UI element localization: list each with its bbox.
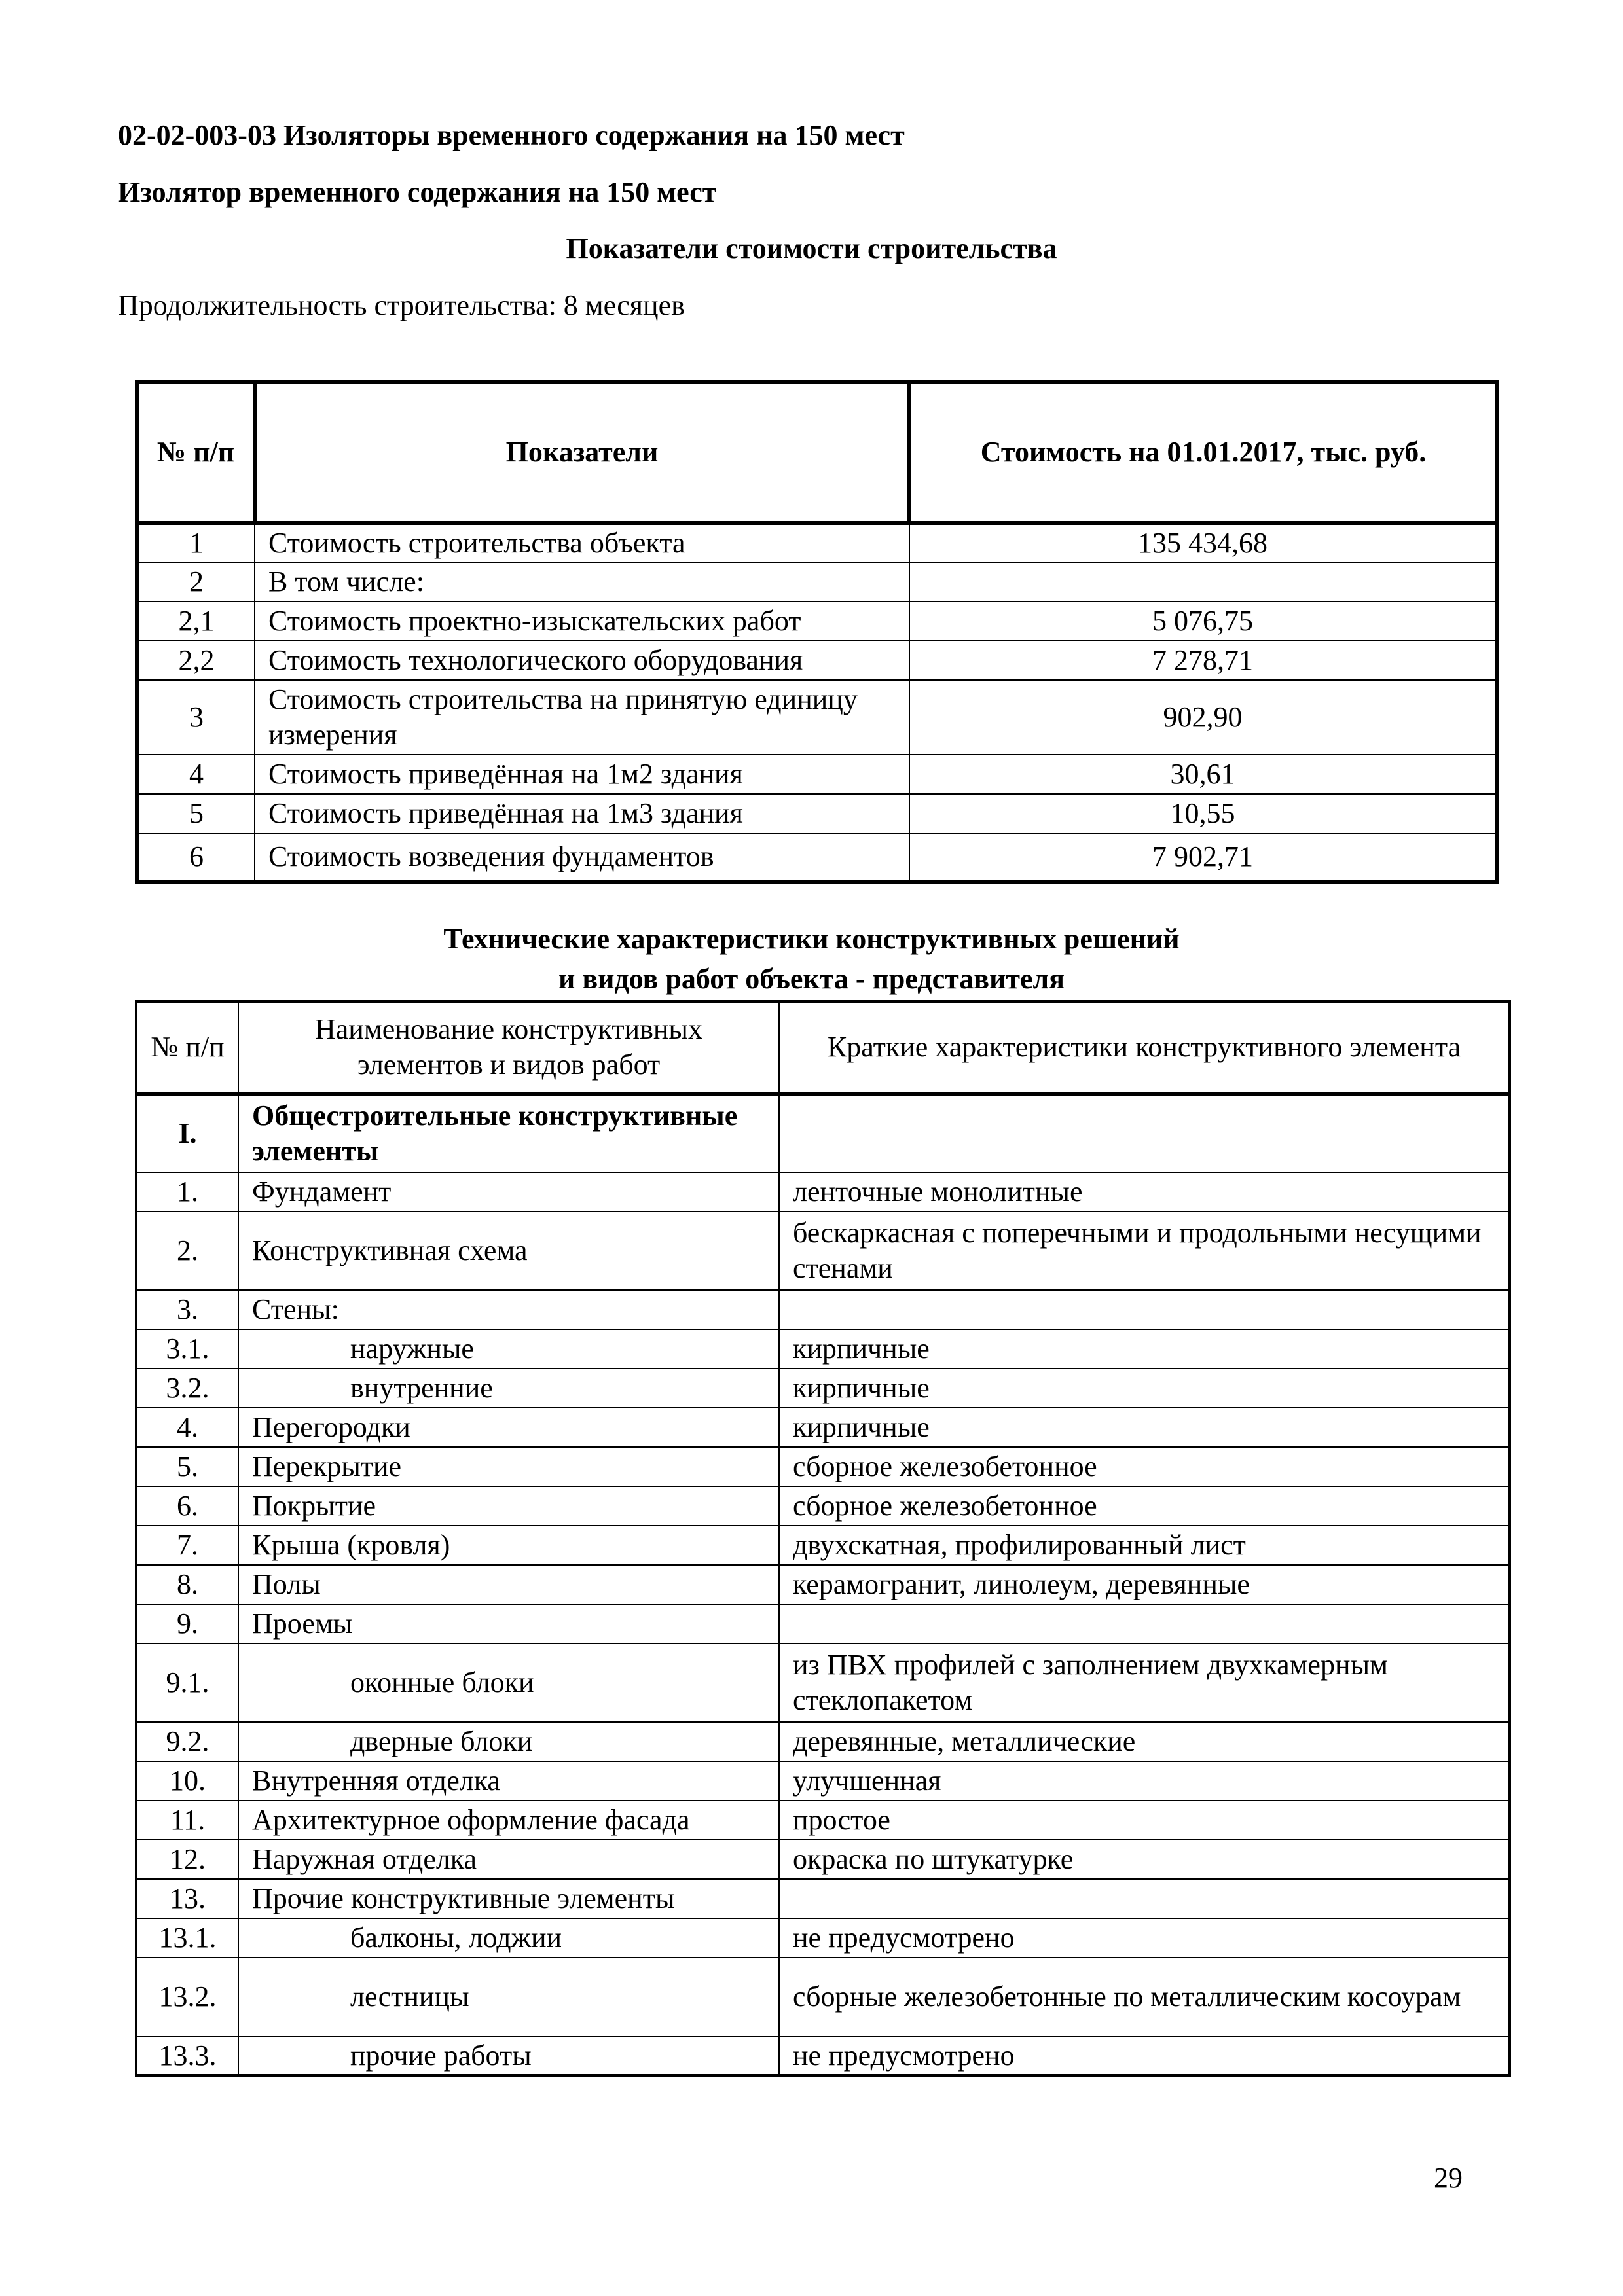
tech-row-name: Проемы bbox=[238, 1604, 779, 1643]
tech-row-name: прочие работы bbox=[238, 2036, 779, 2075]
cost-row-label: Стоимость строительства объекта bbox=[255, 523, 909, 562]
cost-row-num: 2,2 bbox=[137, 641, 255, 680]
tech-row-num: 11. bbox=[136, 1801, 238, 1840]
tech-row-desc: сборное железобетонное bbox=[779, 1486, 1510, 1526]
page-number: 29 bbox=[1434, 2162, 1463, 2194]
tech-row-name: Покрытие bbox=[238, 1486, 779, 1526]
tech-row bbox=[136, 1369, 1510, 1408]
cost-row-num: 3 bbox=[137, 680, 255, 755]
tech-row-desc: двухскатная, профилированный лист bbox=[779, 1526, 1510, 1565]
tech-row bbox=[136, 1604, 1510, 1643]
cost-row-value: 30,61 bbox=[909, 755, 1497, 794]
cost-row-num: 4 bbox=[137, 755, 255, 794]
tech-row bbox=[136, 1172, 1510, 1211]
tech-row-desc: ленточные монолитные bbox=[779, 1172, 1510, 1211]
cost-row bbox=[137, 794, 1497, 833]
tech-row-name: лестницы bbox=[238, 1958, 779, 2036]
tech-row-name: Общестроительные конструктивные элементы bbox=[238, 1094, 779, 1172]
tech-row-desc: не предусмотрено bbox=[779, 1918, 1510, 1958]
tech-row-desc bbox=[779, 1604, 1510, 1643]
tech-row-num: 4. bbox=[136, 1408, 238, 1447]
tech-row-name: внутренние bbox=[238, 1369, 779, 1408]
cost-header-num: № п/п bbox=[137, 382, 255, 523]
tech-row-desc: деревянные, металлические bbox=[779, 1722, 1510, 1761]
cost-row bbox=[137, 755, 1497, 794]
cost-row-label: Стоимость строительства на принятую единицу измерения bbox=[255, 680, 909, 755]
tech-row-name: Наружная отделка bbox=[238, 1840, 779, 1879]
cost-row bbox=[137, 833, 1497, 882]
tech-row-num: 3. bbox=[136, 1290, 238, 1329]
tech-row-desc: не предусмотрено bbox=[779, 2036, 1510, 2075]
tech-row-desc bbox=[779, 1094, 1510, 1172]
tech-row-desc bbox=[779, 1879, 1510, 1918]
tech-row-num: 10. bbox=[136, 1761, 238, 1801]
tech-row bbox=[136, 1094, 1510, 1172]
cost-row-value: 10,55 bbox=[909, 794, 1497, 833]
tech-row bbox=[136, 1329, 1510, 1369]
cost-row-label: Стоимость технологического оборудования bbox=[255, 641, 909, 680]
tech-row-num: 13.3. bbox=[136, 2036, 238, 2075]
tech-row-desc: окраска по штукатурке bbox=[779, 1840, 1510, 1879]
document-title: 02-02-003-03 Изоляторы временного содержания на 150 мест bbox=[118, 119, 905, 151]
tech-row-desc: керамогранит, линолеум, деревянные bbox=[779, 1565, 1510, 1604]
cost-table-header-row bbox=[137, 382, 1497, 523]
tech-row-desc: из ПВХ профилей с заполнением двухкамерным стеклопакетом bbox=[779, 1643, 1510, 1722]
cost-row-value: 7 902,71 bbox=[909, 833, 1497, 882]
tech-row-num: 8. bbox=[136, 1565, 238, 1604]
tech-row bbox=[136, 2036, 1510, 2075]
cost-row bbox=[137, 641, 1497, 680]
cost-row bbox=[137, 680, 1497, 755]
tech-row-num: 6. bbox=[136, 1486, 238, 1526]
tech-row-num: 13.2. bbox=[136, 1958, 238, 2036]
tech-row-num: 1. bbox=[136, 1172, 238, 1211]
tech-row-desc: бескаркасная с поперечными и продольными несущими стенами bbox=[779, 1211, 1510, 1290]
technical-characteristics-table bbox=[135, 1000, 1511, 2077]
cost-row-value: 7 278,71 bbox=[909, 641, 1497, 680]
tech-row-num: 13.1. bbox=[136, 1918, 238, 1958]
cost-row-label: Стоимость приведённая на 1м3 здания bbox=[255, 794, 909, 833]
construction-duration: Продолжительность строительства: 8 месяцев bbox=[118, 289, 685, 321]
tech-row-name: наружные bbox=[238, 1329, 779, 1369]
tech-row-num: 2. bbox=[136, 1211, 238, 1290]
cost-row-num: 2,1 bbox=[137, 601, 255, 641]
tech-row bbox=[136, 1447, 1510, 1486]
tech-row bbox=[136, 1958, 1510, 2036]
tech-row bbox=[136, 1840, 1510, 1879]
cost-row-label: Стоимость проектно-изыскательских работ bbox=[255, 601, 909, 641]
tech-row bbox=[136, 1801, 1510, 1840]
tech-row bbox=[136, 1565, 1510, 1604]
tech-row bbox=[136, 1408, 1510, 1447]
tech-row bbox=[136, 1526, 1510, 1565]
tech-row-name: дверные блоки bbox=[238, 1722, 779, 1761]
cost-row bbox=[137, 523, 1497, 562]
document-subtitle: Изолятор временного содержания на 150 мест bbox=[118, 176, 717, 208]
tech-row-num: 5. bbox=[136, 1447, 238, 1486]
cost-row-label: В том числе: bbox=[255, 562, 909, 601]
tech-row bbox=[136, 1918, 1510, 1958]
tech-row-name: Крыша (кровля) bbox=[238, 1526, 779, 1565]
tech-row bbox=[136, 1486, 1510, 1526]
tech-row bbox=[136, 1643, 1510, 1722]
cost-row-value: 5 076,75 bbox=[909, 601, 1497, 641]
tech-row bbox=[136, 1211, 1510, 1290]
tech-row-desc bbox=[779, 1290, 1510, 1329]
tech-row-num: 9. bbox=[136, 1604, 238, 1643]
tech-row-name: Архитектурное оформление фасада bbox=[238, 1801, 779, 1840]
cost-indicators-table bbox=[135, 380, 1499, 884]
tech-row-desc: кирпичные bbox=[779, 1408, 1510, 1447]
tech-row-num: 13. bbox=[136, 1879, 238, 1918]
tech-row-desc: простое bbox=[779, 1801, 1510, 1840]
tech-row-num: 9.1. bbox=[136, 1643, 238, 1722]
tech-row-num: 9.2. bbox=[136, 1722, 238, 1761]
cost-row bbox=[137, 562, 1497, 601]
tech-row-num: 3.1. bbox=[136, 1329, 238, 1369]
tech-row-name: Стены: bbox=[238, 1290, 779, 1329]
tech-row-desc: сборные железобетонные по металлическим косоурам bbox=[779, 1958, 1510, 2036]
tech-row-name: Прочие конструктивные элементы bbox=[238, 1879, 779, 1918]
tech-row-name: Перекрытие bbox=[238, 1447, 779, 1486]
cost-row-value bbox=[909, 562, 1497, 601]
cost-row-num: 1 bbox=[137, 523, 255, 562]
tech-row bbox=[136, 1879, 1510, 1918]
cost-row-label: Стоимость приведённая на 1м2 здания bbox=[255, 755, 909, 794]
cost-row-num: 6 bbox=[137, 833, 255, 882]
tech-row-num: 7. bbox=[136, 1526, 238, 1565]
tech-row-num: I. bbox=[136, 1094, 238, 1172]
tech-section-title-line2: и видов работ объекта - представителя bbox=[558, 963, 1065, 995]
tech-row-desc: кирпичные bbox=[779, 1329, 1510, 1369]
tech-row-name: Конструктивная схема bbox=[238, 1211, 779, 1290]
cost-row-num: 5 bbox=[137, 794, 255, 833]
tech-row-desc: кирпичные bbox=[779, 1369, 1510, 1408]
cost-row-value: 902,90 bbox=[909, 680, 1497, 755]
tech-row-name: Перегородки bbox=[238, 1408, 779, 1447]
tech-row bbox=[136, 1290, 1510, 1329]
tech-section-title-line1: Технические характеристики конструктивных решений bbox=[443, 923, 1180, 955]
cost-row-num: 2 bbox=[137, 562, 255, 601]
tech-row-num: 3.2. bbox=[136, 1369, 238, 1408]
cost-row-label: Стоимость возведения фундаментов bbox=[255, 833, 909, 882]
tech-header-num: № п/п bbox=[136, 1001, 238, 1094]
tech-row-name: Полы bbox=[238, 1565, 779, 1604]
cost-row bbox=[137, 601, 1497, 641]
cost-header-value: Стоимость на 01.01.2017, тыс. руб. bbox=[909, 382, 1497, 523]
section-title-cost: Показатели стоимости строительства bbox=[566, 232, 1057, 264]
tech-table-header-row bbox=[136, 1001, 1510, 1094]
tech-row-name: Внутренняя отделка bbox=[238, 1761, 779, 1801]
tech-row bbox=[136, 1761, 1510, 1801]
tech-header-desc: Краткие характеристики конструктивного элемента bbox=[779, 1001, 1510, 1094]
tech-row-name: Фундамент bbox=[238, 1172, 779, 1211]
tech-row-name: балконы, лоджии bbox=[238, 1918, 779, 1958]
tech-header-name: Наименование конструктивных элементов и видов работ bbox=[238, 1001, 779, 1094]
tech-row-num: 12. bbox=[136, 1840, 238, 1879]
cost-row-value: 135 434,68 bbox=[909, 523, 1497, 562]
tech-row-desc: сборное железобетонное bbox=[779, 1447, 1510, 1486]
tech-row-desc: улучшенная bbox=[779, 1761, 1510, 1801]
tech-row-name: оконные блоки bbox=[238, 1643, 779, 1722]
cost-header-indicator: Показатели bbox=[255, 382, 909, 523]
tech-row bbox=[136, 1722, 1510, 1761]
